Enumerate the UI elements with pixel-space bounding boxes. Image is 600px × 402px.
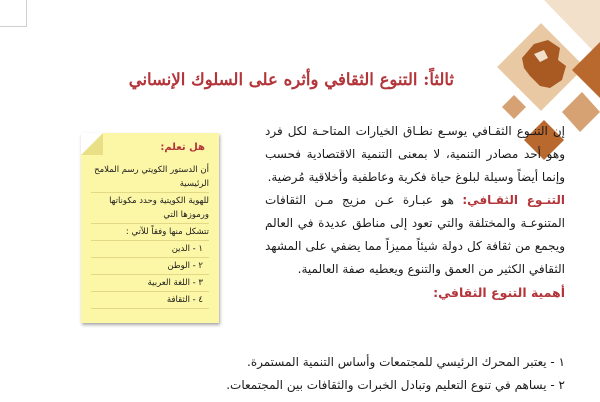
note-title: هل تعلم: — [160, 142, 205, 153]
definition-term: التنـوع الثقـافي: — [462, 193, 565, 207]
importance-list — [65, 351, 565, 397]
list-item: ٢ - يساهم في تنوع التعليم وتبادل الخبرات والثقافات بين المجتمعات. — [226, 378, 565, 392]
note-item: ٤ - الثقافة — [91, 293, 209, 309]
intro-paragraph: إن التنـوع الثقـافي يوسـع نطـاق الخيارات المتاحـة لكل فرد وهو أحد مصادر التنمية، لا بمعنى التنمية الاقتصادية فحسب وإنما أيضاً وسيلة لبلوغ حياة فكرية وعاطفية وأخلاقية مُرضية. — [265, 124, 565, 184]
definition-text: هو عبـارة عـن مزيج مـن الثقافات المتنوعـة والمختلفة والتي تعود إلى مناطق عديدة في العالم ويجمع من ثقافة كل دولة شيئاً مميزاً مما يضفي على المشهد الثقافي الكثير من العمق والتنوع ويعطيه صفة العالمية. — [265, 193, 565, 276]
note-body — [91, 163, 209, 310]
note-item: ٣ - اللغة العربية — [91, 276, 209, 292]
note-item: ١ - الدين — [91, 242, 209, 258]
crop-mark-left — [0, 0, 27, 27]
importance-heading: أهمية التنوع الثقافي: — [433, 285, 565, 300]
note-line: أن الدستور الكويتي رسم الملامح الرئيسية — [91, 163, 209, 193]
note-item: ٢ - الوطن — [91, 259, 209, 275]
note-line: تتشكل منها وفقاً للآتي : — [91, 225, 209, 241]
did-you-know-note — [81, 133, 219, 323]
note-line: للهوية الكويتية وحدد مكوناتها ورموزها التي — [91, 194, 209, 224]
definition-paragraph — [265, 189, 565, 281]
section-title: ثالثاً: التنوع الثقافي وأثره على السلوك الإنساني — [128, 70, 454, 89]
main-text — [265, 120, 565, 304]
page-fold-icon — [81, 133, 103, 155]
list-item: ١ - يعتبر المحرك الرئيسي للمجتمعات وأساس التنمية المستمرة. — [247, 355, 565, 369]
